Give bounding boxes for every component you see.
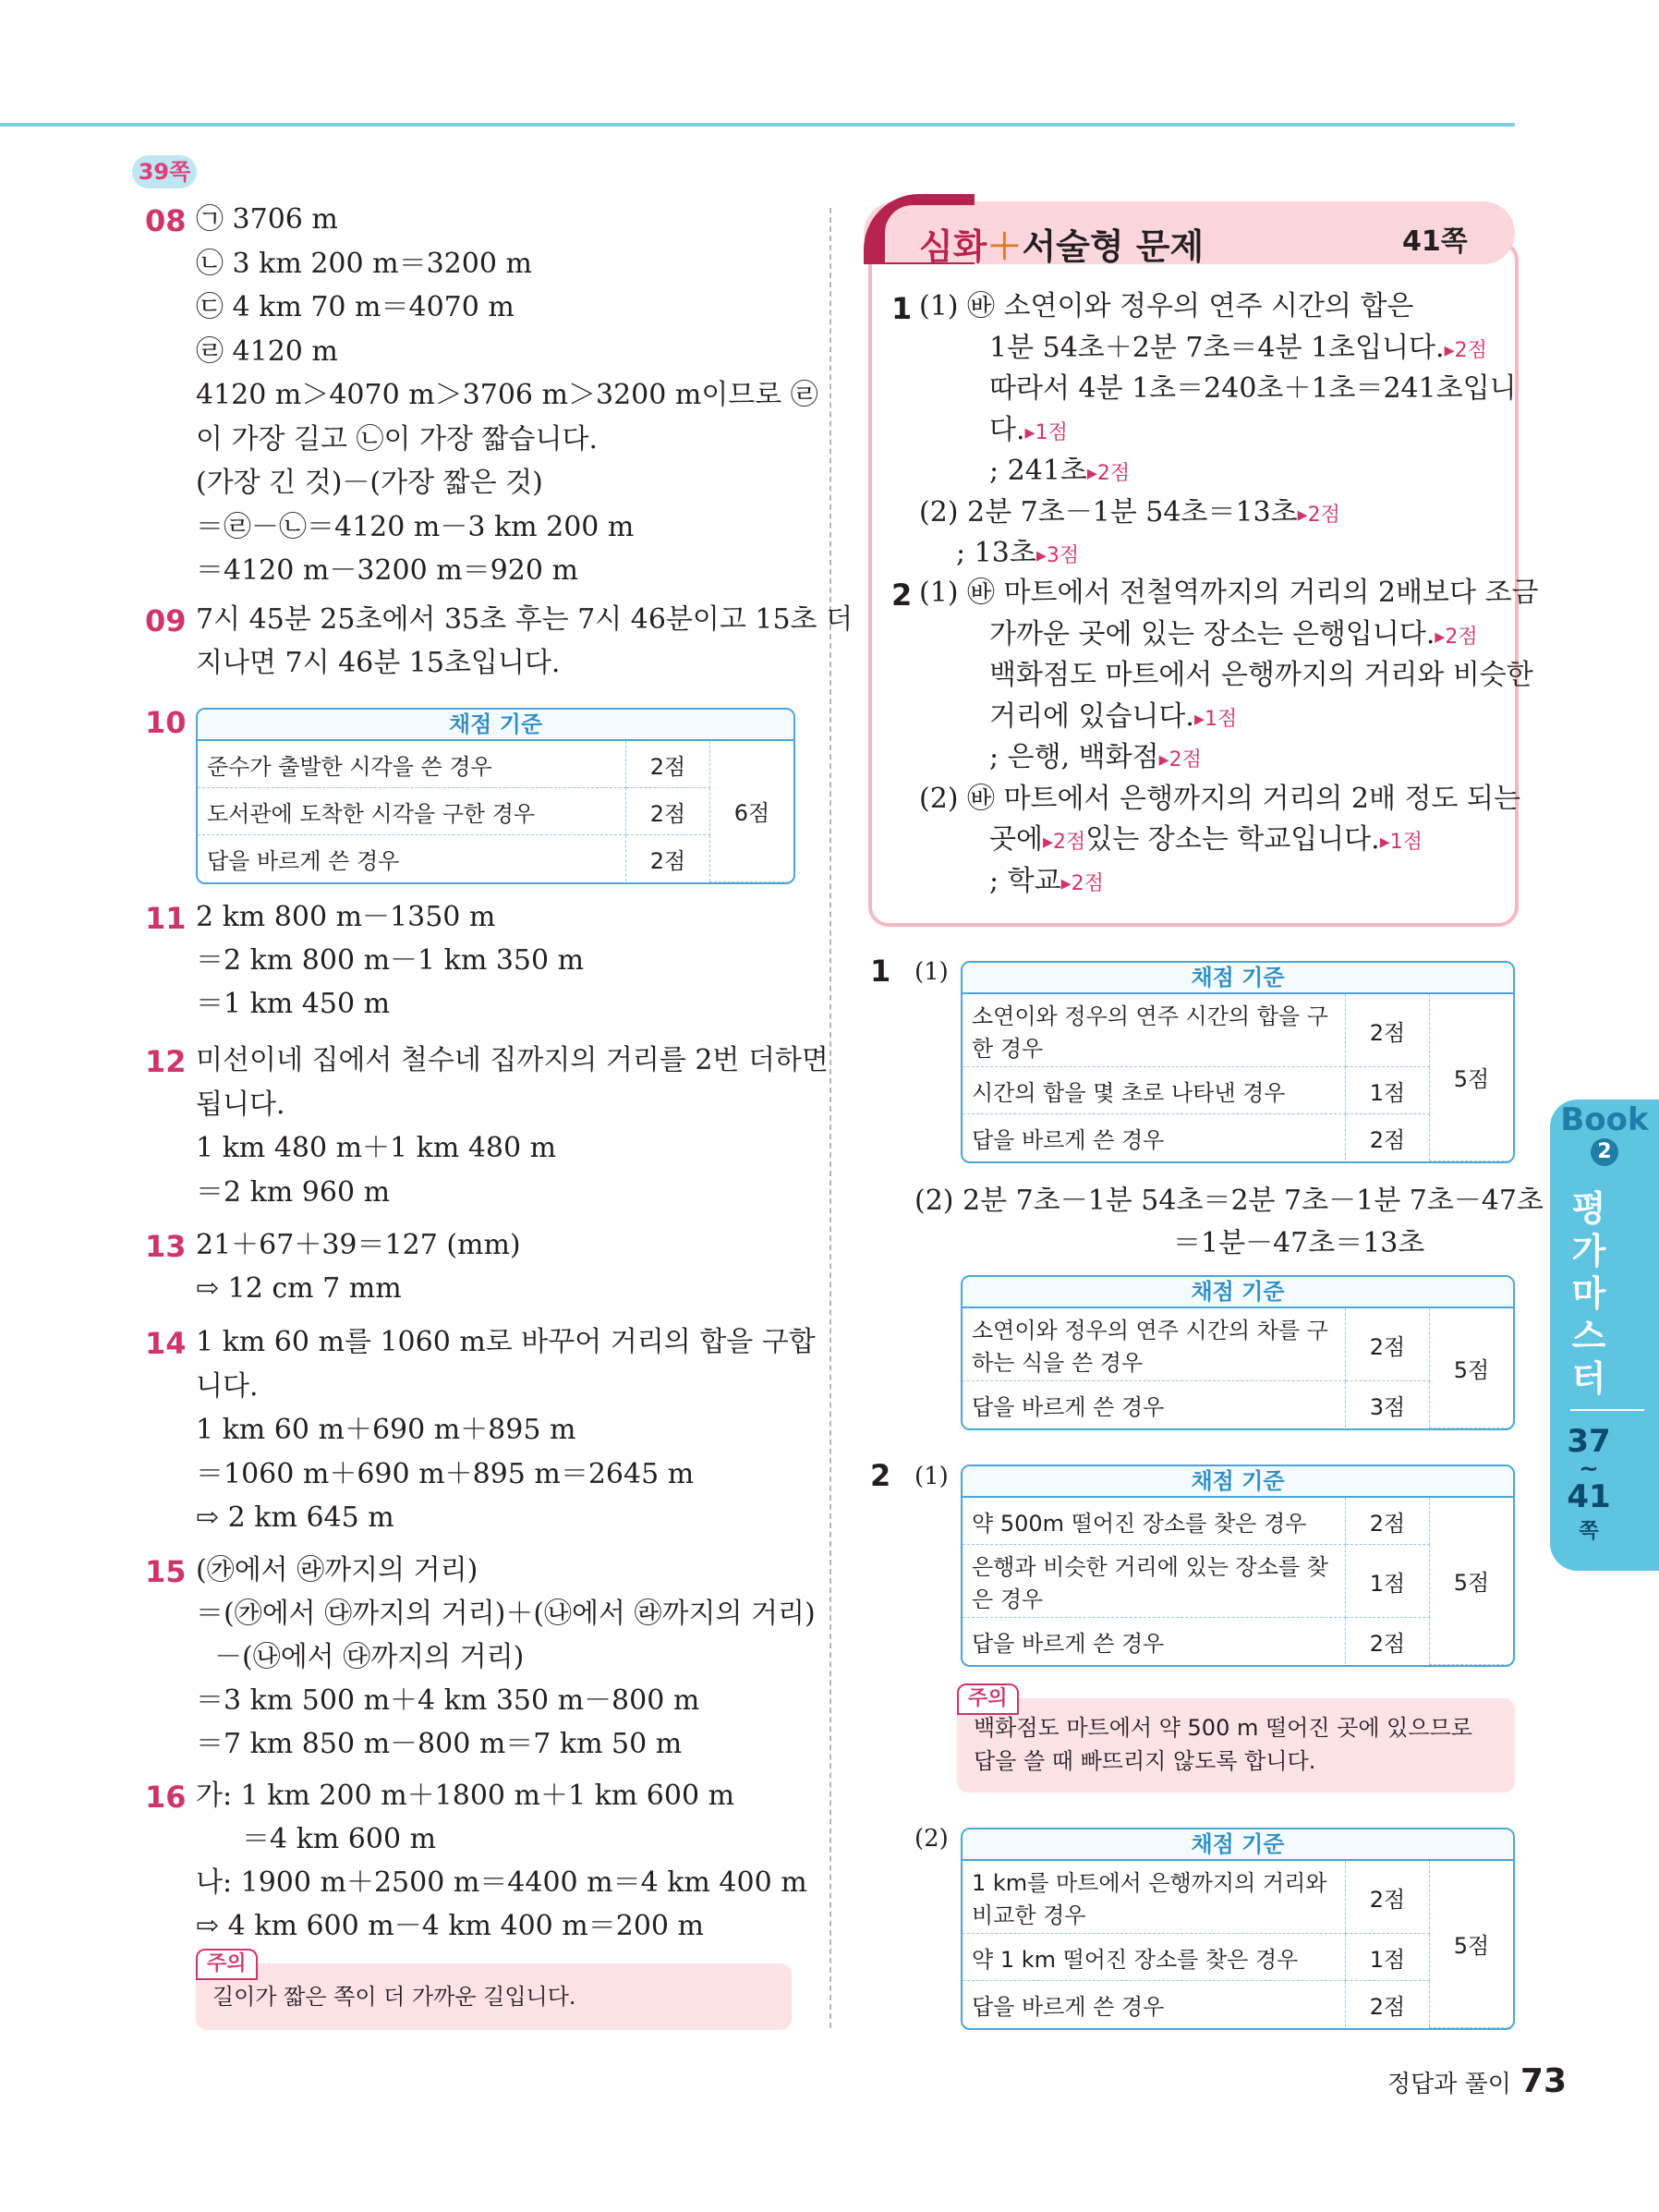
answer-line [989,330,1487,370]
answer-text: 백화점도 마트에서 은행까지의 거리와 비슷한 [989,659,1533,691]
text-line: 1 km 60 m＋690 m＋895 m [196,1414,576,1446]
criteria-table [961,1828,1515,2030]
text-line: 미선이네 집에서 철수네 집까지의 거리를 2번 더하면 [196,1044,829,1076]
text-line: ㉢ 4 km 70 m＝4070 m [196,291,515,323]
criteria-head: 채점 기준 [198,710,793,741]
criteria-points: 2점 [1346,994,1430,1067]
criteria-points: 2점 [1346,1498,1430,1545]
caution-text: 길이가 짧은 쪽이 더 가까운 길입니다. [212,1984,576,2010]
criteria-table [961,1465,1515,1667]
criteria-row [198,741,793,788]
side-divider [1570,1409,1644,1411]
score-mark: ▸2점 [1086,462,1131,485]
problem-number: 11 [145,901,187,936]
criteria-grid [198,741,793,882]
problem-number: 09 [145,603,187,638]
score-mark: ▸2점 [1435,625,1478,649]
criteria-total: 5점 [1430,1498,1514,1664]
page-tag: 39쪽 [132,155,197,188]
side-title-char: 평 [1571,1188,1606,1229]
criteria-desc: 답을 바르게 쓴 경우 [963,1618,1346,1665]
text-line: 지나면 7시 46분 15초입니다. [196,647,561,679]
problem-number: 1 [891,291,913,326]
criteria-row [963,1498,1513,1545]
criteria-desc: 약 500m 떨어진 장소를 찾은 경우 [963,1498,1346,1545]
criteria-points: 2점 [1346,1618,1430,1665]
caution-box [957,1687,1515,1793]
criteria-head: 채점 기준 [963,1829,1513,1861]
score-mark: ▸2점 [1060,871,1104,895]
text-line: 됩니다. [196,1088,285,1121]
criteria-points: 2점 [626,741,710,788]
answer-text: 있는 장소는 학교입니다. [1085,823,1380,856]
text-line: ⇨ 2 km 645 m [196,1501,394,1534]
criteria-desc: 도서관에 도착한 시각을 구한 경우 [198,788,626,835]
criteria-desc: 답을 바르게 쓴 경우 [963,1981,1346,2028]
text-line: 이 가장 길고 ㉡이 가장 짧습니다. [196,422,598,456]
text-line: ㉣ 4120 m [196,334,338,368]
advanced-page-ref: 41쪽 [1402,225,1468,258]
text-line: ＝(㉮에서 ㉰까지의 거리)＋(㉯에서 ㉱까지의 거리) [196,1598,816,1630]
criteria-points: 2점 [626,835,710,882]
criteria-row [198,835,793,882]
text-line: ＝7 km 850 m－800 m＝7 km 50 m [196,1728,683,1760]
side-title-char: 터 [1571,1358,1606,1399]
answer-line [919,575,1538,612]
answer-line [989,453,1130,492]
criteria-grid [963,1498,1513,1665]
problem-number: 14 [145,1326,187,1361]
text-line: 7시 45분 25초에서 35초 후는 7시 46분이고 15초 더 [196,603,854,636]
side-range-sep: ~ [1579,1455,1599,1483]
text-line: ＝1분－47초＝13초 [1173,1227,1425,1259]
problem-number: 12 [145,1044,187,1079]
criteria-points: 2점 [1346,1114,1430,1161]
answer-text: (2) 2분 7초－1분 54초＝13초 [919,495,1298,529]
criteria-desc: 시간의 합을 몇 초로 나타낸 경우 [963,1067,1346,1114]
answer-text: 가까운 곳에 있는 장소는 은행입니다. [989,617,1435,650]
answer-text: ; 은행, 백화점 [989,741,1159,773]
criteria-grid [963,1308,1513,1428]
text-line: ＝4 km 600 m [242,1823,437,1855]
answer-text: 따라서 4분 1초＝240초＋1초＝241초입니 [989,372,1517,405]
criteria-total: 5점 [1430,1308,1514,1428]
criteria-points: 2점 [1346,1308,1430,1381]
criteria-desc: 소연이와 정우의 연주 시간의 차를 구하는 식을 쓴 경우 [963,1308,1346,1381]
text-line: (가장 긴 것)－(가장 짧은 것) [196,467,543,499]
score-mark: ▸1점 [1193,707,1238,731]
criteria-desc: 답을 바르게 쓴 경우 [198,835,626,882]
criteria-grid [963,1861,1513,2028]
side-title-char: 스 [1571,1316,1606,1356]
criteria-head: 채점 기준 [963,1277,1513,1308]
text-line: (㉮에서 ㉱까지의 거리) [196,1554,478,1586]
criteria-table [961,961,1515,1163]
side-range-end: 41 [1567,1478,1611,1515]
advanced-title [919,218,1204,269]
text-line: ＝1060 m＋690 m＋895 m＝2645 m [196,1457,695,1490]
sub-number: (2) [914,1825,949,1853]
criteria-points: 1점 [1346,1545,1430,1618]
advanced-title-plus: ＋ [987,226,1023,267]
criteria-points: 2점 [1346,1981,1430,2028]
text-line: 1 km 480 m＋1 km 480 m [196,1132,557,1164]
criteria-desc: 은행과 비슷한 거리에 있는 장소를 찾은 경우 [963,1545,1346,1618]
criteria-row [198,788,793,835]
text-line: ＝㉣－㉡＝4120 m－3 km 200 m [196,510,635,543]
text-line: 4120 m＞4070 m＞3706 m＞3200 m이므로 ㉣ [196,379,818,411]
criteria-points: 2점 [626,788,710,835]
side-title [1561,1187,1617,1400]
caution-text: 백화점도 마트에서 약 500 m 떨어진 곳에 있으므로 [974,1715,1472,1741]
side-book-number: 2 [1591,1138,1618,1166]
side-range-start: 37 [1567,1423,1611,1460]
side-range-unit: 쪽 [1579,1520,1599,1543]
score-mark: ▸2점 [1158,748,1202,772]
criteria-points: 1점 [1346,1934,1430,1981]
criteria-points: 1점 [1346,1067,1430,1114]
text-line: 니다. [196,1369,259,1403]
text-line: ⇨ 4 km 600 m－4 km 400 m＝200 m [196,1910,704,1942]
answer-line [919,494,1340,534]
answer-line [989,821,1423,861]
answer-text: 곳에 [989,823,1043,856]
criteria-total: 6점 [710,741,794,881]
text-line: ＝2 km 960 m [196,1175,391,1209]
answer-line [989,412,1068,452]
criteria-table [961,1275,1515,1430]
score-mark: ▸1점 [1379,831,1423,854]
advanced-title-b: 서술형 문제 [1022,226,1205,267]
answer-line [919,288,1413,325]
top-rule [0,123,1515,127]
criteria-desc: 준수가 출발한 시각을 쓴 경우 [198,741,626,788]
answer-line [919,781,1520,818]
caution-tag: 주의 [196,1949,258,1980]
sub-number: (1) [914,958,949,986]
answer-line [989,863,1104,903]
text-line: 21＋67＋39＝127 (mm) [196,1229,521,1261]
problem-number: 08 [145,203,187,238]
answer-line [989,371,1517,407]
side-book-label [1550,1100,1659,1166]
criteria-total: 5점 [1430,1861,1514,2027]
answer-text: (2) ㉳ 마트에서 은행까지의 거리의 2배 정도 되는 [919,782,1520,815]
criteria-grid [963,994,1513,1161]
text-line: 2 km 800 m－1350 m [196,901,496,933]
text-line: ＝4120 m－3200 m＝920 m [196,554,578,587]
criteria-row [963,994,1513,1067]
answer-text: (1) ㉳ 마트에서 전철역까지의 거리의 2배보다 조금 [919,577,1539,609]
side-title-char: 마 [1571,1273,1606,1314]
problem-number: 2 [891,577,913,613]
criteria-desc: 1 km를 마트에서 은행까지의 거리와 비교한 경우 [963,1861,1346,1934]
problem-number: 10 [145,705,187,740]
criteria-head: 채점 기준 [963,1466,1513,1498]
answer-line [989,739,1202,779]
problem-number: 13 [145,1229,187,1264]
problem-number: 2 [870,1458,891,1493]
page-number: 73 [1520,2062,1567,2100]
answer-text: ; 241초 [989,455,1087,487]
problem-number: 1 [870,954,891,989]
criteria-row [963,1861,1513,1934]
problem-number: 15 [145,1554,187,1589]
caution-text: 답을 쓸 때 빠뜨리지 않도록 합니다. [974,1748,1316,1774]
answer-text: (1) ㉳ 소연이와 정우의 연주 시간의 합은 [919,290,1414,322]
text-line: ＝3 km 500 m＋4 km 350 m－800 m [196,1684,700,1717]
criteria-head: 채점 기준 [963,963,1513,994]
text-line: ⇨ 12 cm 7 mm [196,1272,402,1305]
text-line: ＝2 km 800 m－1 km 350 m [196,944,585,977]
caution-tag: 주의 [957,1683,1019,1715]
criteria-total: 5점 [1430,994,1514,1161]
text-line: 나: 1900 m＋2500 m＝4400 m＝4 km 400 m [196,1866,807,1899]
score-mark: ▸1점 [1024,420,1068,444]
score-mark: ▸3점 [1035,544,1080,567]
criteria-table [196,708,795,884]
answer-text: 1분 54초＋2분 7초＝4분 1초입니다. [989,331,1445,364]
criteria-desc: 약 1 km 떨어진 장소를 찾은 경우 [963,1934,1346,1981]
answer-text: 다. [989,413,1025,446]
answer-line [956,535,1079,575]
footer-label: 정답과 풀이 [1387,2071,1511,2098]
footer [1387,2062,1567,2100]
answer-line [989,657,1533,694]
score-mark: ▸2점 [1444,338,1487,362]
text-line: (2) 2분 7초－1분 54초＝2분 7초－1분 7초－47초 [914,1185,1544,1217]
score-mark: ▸2점 [1297,503,1340,527]
text-line: ＝1 km 450 m [196,988,391,1020]
problem-number: 16 [145,1780,187,1815]
side-page-range [1561,1423,1617,1544]
criteria-row [963,1308,1513,1381]
criteria-points: 3점 [1346,1381,1430,1428]
side-title-char: 가 [1571,1231,1606,1271]
advanced-title-a: 심화 [919,226,987,267]
answer-line [989,616,1478,656]
answer-text: ; 학교 [989,864,1061,897]
criteria-desc: 답을 바르게 쓴 경우 [963,1114,1346,1161]
answer-text: 거리에 있습니다. [989,699,1194,733]
answer-text: ; 13초 [956,537,1036,569]
sub-number: (1) [914,1463,949,1490]
criteria-points: 2점 [1346,1861,1430,1934]
score-mark: ▸2점 [1042,831,1086,854]
text-line: ㉠ 3706 m [196,203,338,236]
text-line: ㉡ 3 km 200 m＝3200 m [196,247,532,280]
text-line: 가: 1 km 200 m＋1800 m＋1 km 600 m [196,1780,735,1812]
side-book-text: Book [1560,1101,1649,1138]
text-line: 1 km 60 m를 1060 m로 바꾸어 거리의 합을 구합 [196,1326,816,1358]
text-line: －(㉯에서 ㉰까지의 거리) [214,1641,525,1673]
criteria-desc: 답을 바르게 쓴 경우 [963,1381,1346,1428]
answer-line [989,699,1237,738]
criteria-desc: 소연이와 정우의 연주 시간의 합을 구한 경우 [963,994,1346,1067]
caution-box [196,1952,792,2030]
column-divider [830,208,831,2028]
